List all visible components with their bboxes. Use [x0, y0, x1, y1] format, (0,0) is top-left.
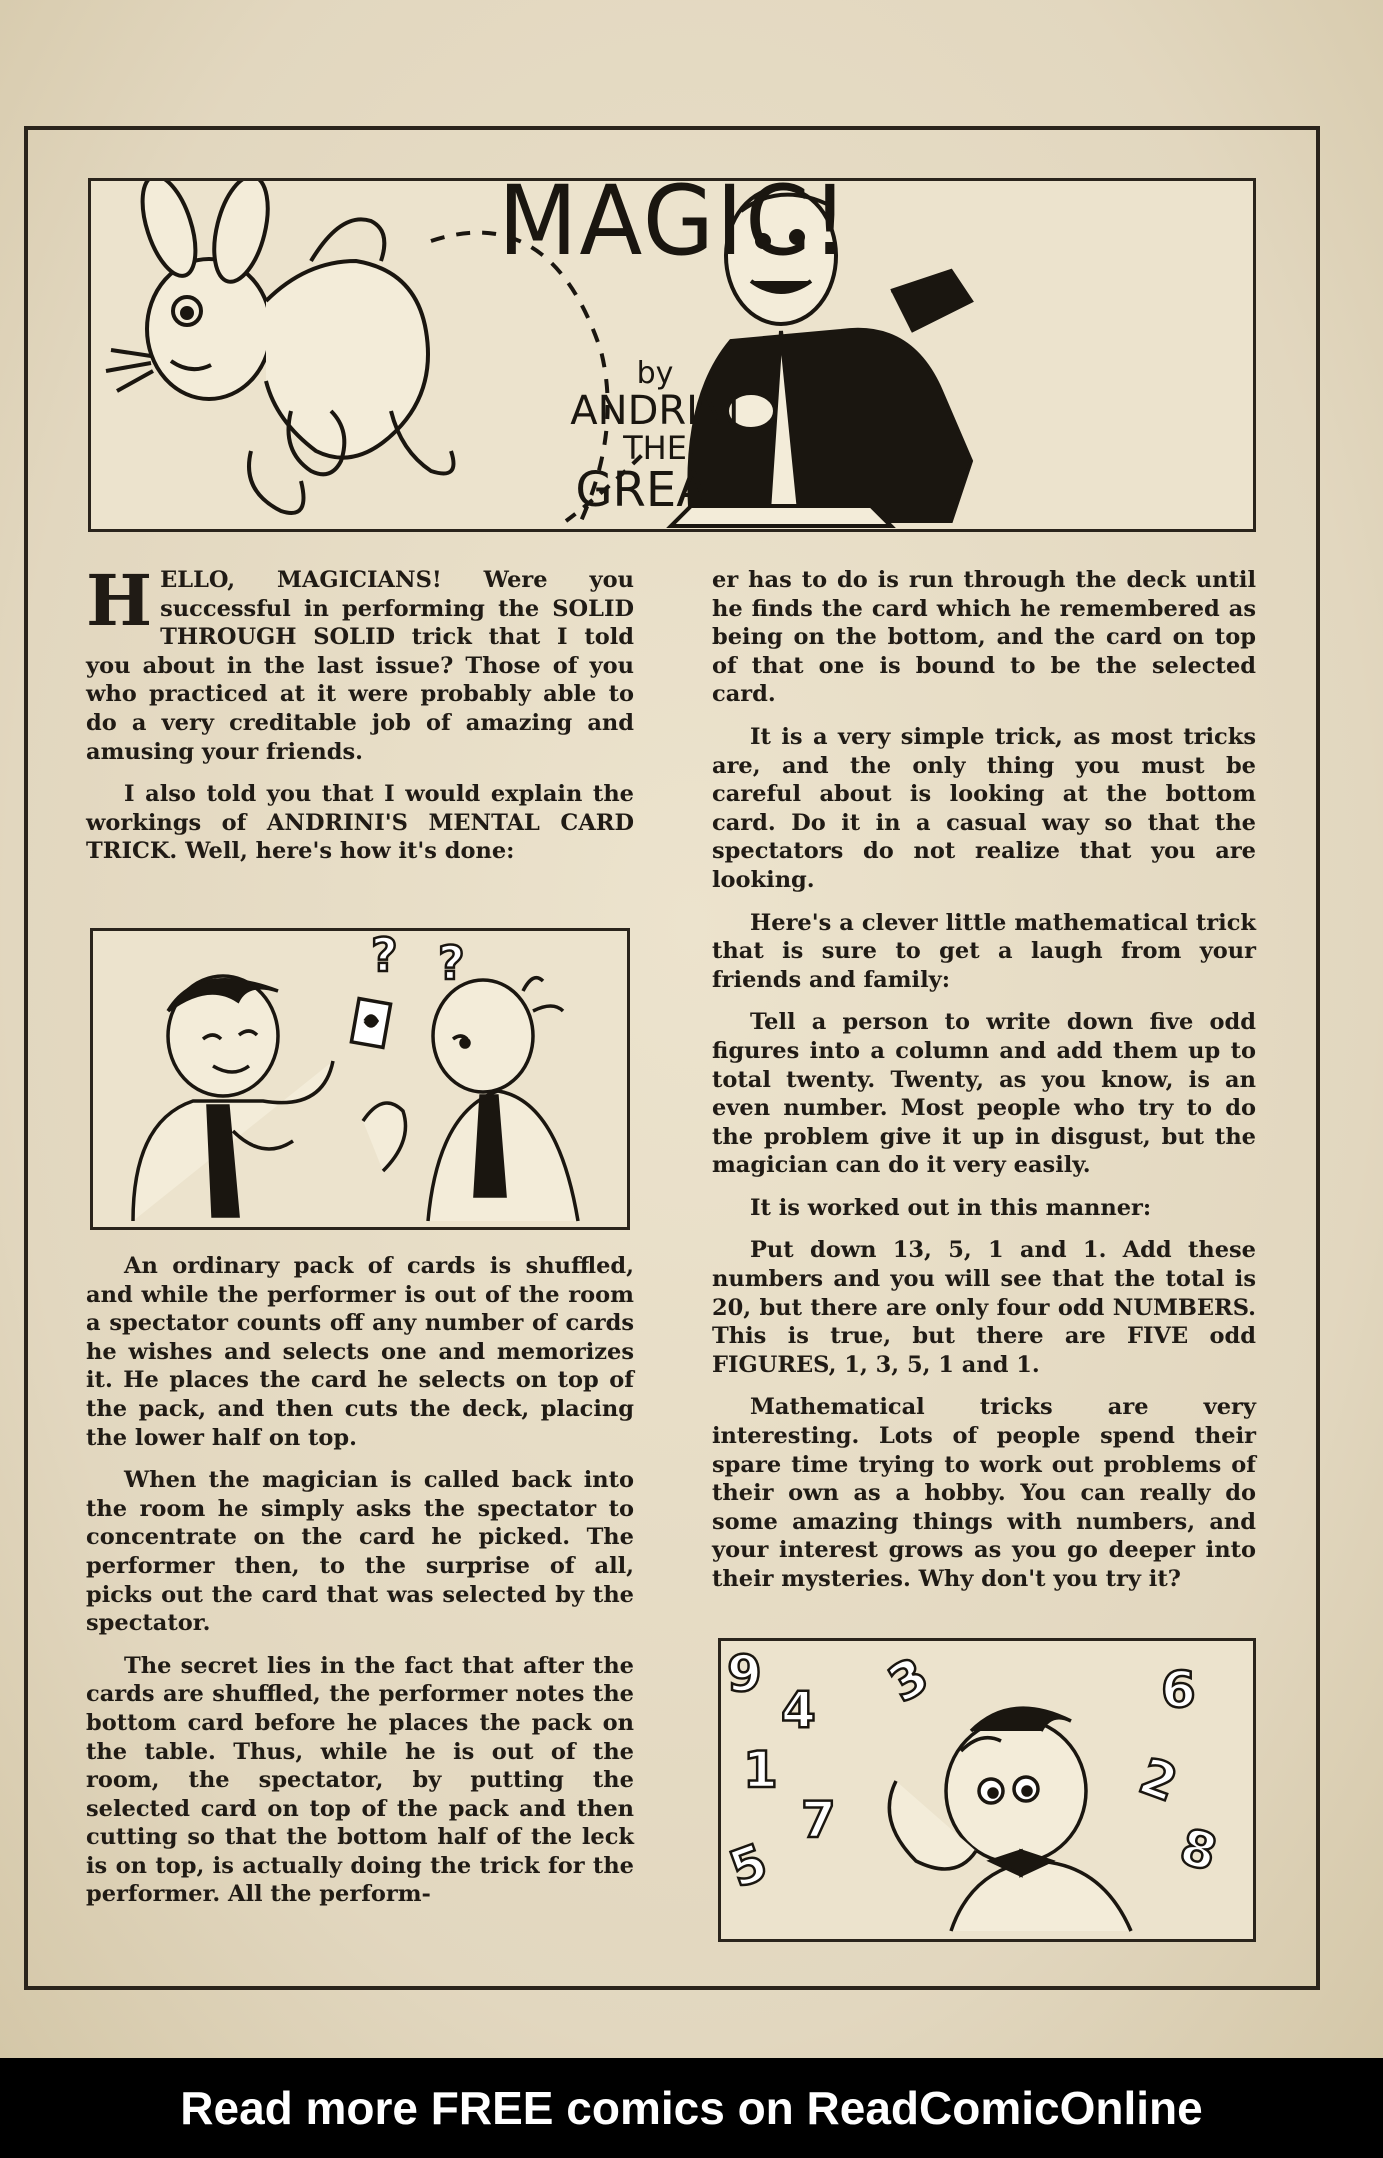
numbers-illustration-panel — [718, 1638, 1256, 1942]
paragraph: Mathematical tricks are very interesting. Lots of people spend their spare time trying to work out problems of their own as a hobby. You can really do some amazing things with numbers, and your interest grows as you go deeper into their mysteries. Why don't you try it? — [712, 1394, 1256, 1592]
floating-digit: 7 — [801, 1791, 836, 1849]
paragraph-text: ELLO, MAGICIANS! Were you successful in performing the SOLID THROUGH SOLID trick that I told you about in the last issue? Those of you who practiced at it were probably able to do a very creditable job of amazing and amusing your friends. — [86, 567, 634, 765]
floating-digit: 1 — [743, 1741, 778, 1799]
floating-digit: 6 — [1161, 1661, 1196, 1719]
article-column-left-top — [86, 559, 634, 880]
article-column-left-bottom — [86, 1252, 634, 1923]
two-boys-card-drawing — [93, 931, 627, 1227]
card-trick-illustration-panel — [90, 928, 630, 1230]
footer-text[interactable]: Read more FREE comics on ReadComicOnline — [180, 2082, 1203, 2134]
drop-cap: H — [86, 559, 153, 642]
article-column-right — [712, 566, 1256, 1608]
question-mark-2: ? — [438, 936, 465, 990]
paragraph: It is worked out in this manner: — [750, 1194, 1152, 1221]
paragraph: The secret lies in the fact that after the cards are shuffled, the performer notes the bottom card before he places the pack on the table. Thus, while he is out of the room, the spectator, by putting the selected card on top of the pack and then cutting so that the bottom half of the leck is on top, is actually doing the trick for the performer. All the perform- — [86, 1652, 634, 1908]
floating-digit: 5 — [722, 1832, 775, 1900]
byline-author-name: ANDRINI — [570, 387, 740, 434]
byline-great: GREAT — [575, 462, 735, 519]
floating-digit: 2 — [1132, 1746, 1185, 1814]
page-title: MAGIC! — [498, 165, 851, 278]
promo-footer-banner[interactable] — [0, 2058, 1383, 2158]
byline — [560, 356, 750, 519]
floating-digit: 3 — [878, 1646, 938, 1714]
paragraph: An ordinary pack of cards is shuffled, and while the performer is out of the room a spectator counts off any number of cards he wishes and selects one and memorizes it. He places the card he selects on top of the pack, and then cuts the deck, placing the lower half on top. — [86, 1253, 634, 1451]
paragraph: It is a very simple trick, as most tricks are, and the only thing you must be careful about is looking at the bottom card. Do it in a casual way so that the spectators do not realize that you are looking. — [712, 723, 1256, 893]
byline-the: THE — [623, 428, 687, 467]
paragraph: er has to do is run through the deck until he finds the card which he remembered as being on the bottom, and the card on top of that one is bound to be the selected card. — [712, 567, 1256, 708]
floating-digit: 8 — [1174, 1817, 1223, 1883]
question-mark-1: ? — [371, 931, 398, 982]
paragraph: I also told you that I would explain the workings of ANDRINI'S MENTAL CARD TRICK. Well, here's how it's done: — [86, 781, 634, 865]
floating-digit: 4 — [781, 1681, 816, 1739]
paragraph: Tell a person to write down five odd figures into a column and add them up to total twenty. Twenty, as you know, is an even number. Most people who try to do the problem give it up in disgust, but the magician can do it very easily. — [712, 1009, 1256, 1179]
floating-digit: 9 — [727, 1645, 762, 1703]
paragraph: Here's a clever little mathematical trick that is sure to get a laugh from your friends and family: — [712, 909, 1256, 993]
byline-by: by — [636, 356, 674, 391]
paragraph: Put down 13, 5, 1 and 1. Add these numbers and you will see that the total is 20, but there are only four odd NUMBERS. This is true, but there are FIVE odd FIGURES, 1, 3, 5, 1 and 1. — [712, 1237, 1256, 1378]
paragraph — [86, 559, 634, 766]
paragraph: When the magician is called back into the room he simply asks the spectator to concentrate on the card he picked. The performer then, to the surprise of all, picks out the card that was selected by the spectator. — [86, 1467, 634, 1637]
